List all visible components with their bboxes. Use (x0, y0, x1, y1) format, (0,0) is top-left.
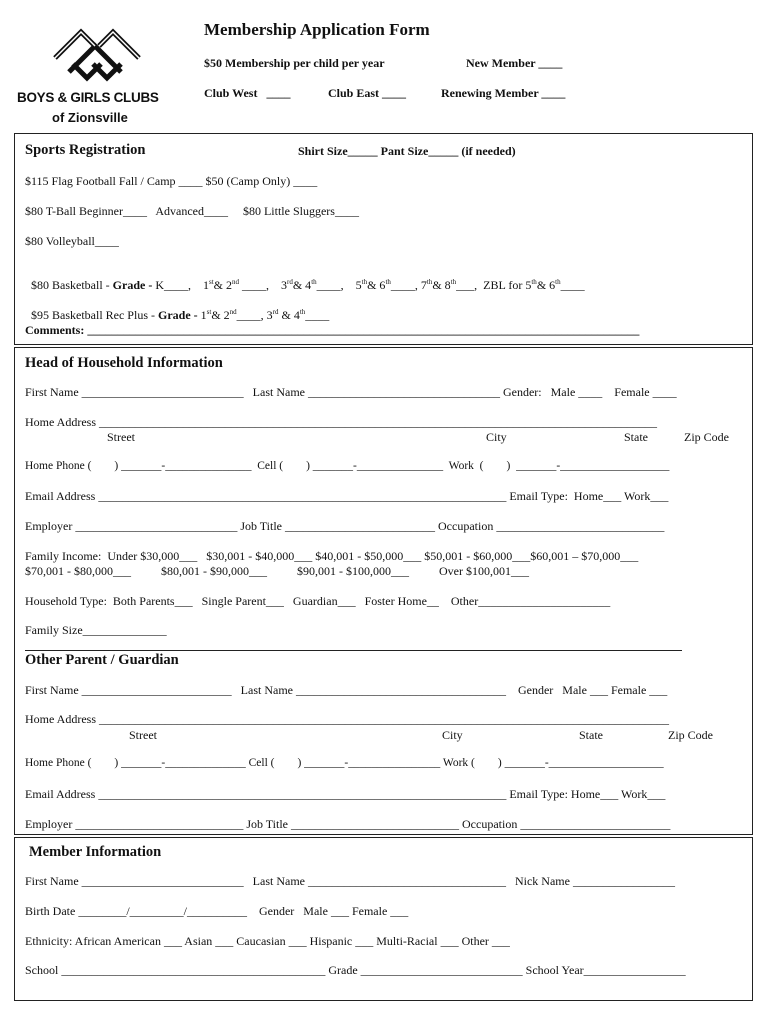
sup: st (208, 278, 214, 286)
flag-football-field[interactable]: $115 Flag Football Fall / Camp ____ $50 (Camp Only) ____ (25, 174, 318, 188)
volleyball-field[interactable]: $80 Volleyball____ (25, 234, 119, 248)
basketball-prefix: $80 Basketball - (31, 278, 113, 292)
member-school-field[interactable]: School ____________________________________________ Grade ___________________________ School Year_________________ (25, 963, 686, 977)
other-parent-name-field[interactable]: First Name _________________________ Last Name ___________________________________ Gender Male ___ Female ___ (25, 683, 668, 697)
page-title: Membership Application Form (204, 20, 430, 39)
household-employer-field[interactable]: Employer ___________________________ Job Title _________________________ Occupation ____________________________ (25, 519, 665, 533)
sup: th (385, 278, 391, 286)
boys-girls-club-logo-icon (51, 24, 143, 88)
city-label: City (442, 728, 463, 742)
sup: st (206, 308, 212, 316)
basketball-grade-label: Grade - (112, 278, 156, 292)
sup: th (361, 278, 368, 286)
family-income-field-2[interactable]: $70,001 - $80,000___ $80,001 - $90,000___ $90,001 - $100,000___ Over $100,001___ (25, 564, 529, 578)
rec-plus-grade-label: Grade - (157, 308, 201, 322)
tball-field[interactable]: $80 T-Ball Beginner____ Advanced____ $80 Little Sluggers____ (25, 204, 359, 218)
sup: th (311, 278, 317, 286)
basketball-field[interactable] (25, 263, 585, 293)
basketball-text: & 4 (292, 278, 312, 292)
household-title: Head of Household Information (25, 355, 223, 371)
household-address-field[interactable]: Home Address _____________________________________________________________________________________________ (25, 415, 657, 429)
rec-plus-prefix: $95 Basketball Rec Plus - (31, 308, 158, 322)
sup: th (299, 308, 306, 316)
logo-line2: of Zionsville (52, 110, 128, 125)
other-parent-employer-field[interactable]: Employer ____________________________ Job Title ____________________________ Occupation _________________________ (25, 817, 671, 831)
sup: th (450, 278, 457, 286)
rec-plus-text: ____ (305, 308, 330, 322)
basketball-text: ____ (560, 278, 585, 292)
comments-field[interactable]: Comments: ____________________________________________________________________________________________ (25, 323, 640, 337)
member-birth-field[interactable]: Birth Date ________/_________/__________ Gender Male ___ Female ___ (25, 904, 409, 918)
rec-plus-text: ____, 3 (236, 308, 273, 322)
street-label: Street (107, 430, 135, 444)
household-phone-field[interactable]: Home Phone ( ) _______-_______________ Cell ( ) _______-_______________ Work ( ) _______-___________________ (25, 460, 670, 472)
basketball-text: & 6 (367, 278, 386, 292)
other-parent-address-field[interactable]: Home Address _______________________________________________________________________________________________ (25, 712, 669, 726)
household-email-field[interactable]: Email Address ____________________________________________________________________ Email Type: Home___ Work___ (25, 489, 669, 503)
logo (14, 22, 184, 132)
street-label: Street (129, 728, 157, 742)
other-parent-title: Other Parent / Guardian (25, 652, 179, 668)
other-parent-phone-field[interactable]: Home Phone ( ) _______-______________ Cell ( ) _______-________________ Work ( ) _______-____________________ (25, 757, 664, 769)
household-type-field[interactable]: Household Type: Both Parents___ Single Parent___ Guardian___ Foster Home__ Other______________________ (25, 594, 611, 608)
sup: rd (287, 278, 293, 286)
sup: th (531, 278, 537, 286)
household-name-field[interactable]: First Name ___________________________ Last Name ________________________________ Gender: Male ____ Female ____ (25, 385, 677, 399)
sup: nd (229, 308, 237, 316)
rec-plus-text: 1 (200, 308, 207, 322)
basketball-text: & 2 (213, 278, 232, 292)
rec-plus-text: & 4 (278, 308, 300, 322)
sup: rd (272, 308, 279, 316)
basketball-k: K____, 1 (155, 278, 209, 292)
membership-fee: $50 Membership per child per year (204, 56, 385, 70)
shirt-pant-size-field[interactable]: Shirt Size_____ Pant Size_____ (if needed) (298, 144, 516, 158)
family-size-field[interactable]: Family Size______________ (25, 623, 167, 637)
member-information-title: Member Information (29, 844, 162, 860)
basketball-text: ____, 3 (239, 278, 287, 292)
divider (25, 650, 682, 651)
new-member-field[interactable]: New Member ____ (466, 56, 563, 70)
logo-line1: BOYS & GIRLS CLUBS (17, 90, 159, 105)
other-parent-email-field[interactable]: Email Address ____________________________________________________________________ Email Type: Home___ Work___ (25, 787, 666, 801)
state-label: State (579, 728, 603, 742)
sup: th (426, 278, 433, 286)
renewing-member-field[interactable]: Renewing Member ____ (441, 86, 566, 100)
club-east-field[interactable]: Club East ____ (328, 86, 407, 100)
family-income-field[interactable]: Family Income: Under $30,000___ $30,001 - $40,000___ $40,001 - $50,000___ $50,001 - $60,000___$60,001 – $70,000___ (25, 549, 639, 563)
state-label: State (624, 430, 648, 444)
basketball-text: & 8 (432, 278, 451, 292)
zip-label: Zip Code (668, 728, 713, 742)
sports-registration-title: Sports Registration (25, 142, 146, 158)
club-west-field[interactable]: Club West ____ (204, 86, 291, 100)
member-name-field[interactable]: First Name ___________________________ Last Name _________________________________ Nick Name _________________ (25, 874, 675, 888)
member-ethnicity-field[interactable]: Ethnicity: African American ___ Asian ___ Caucasian ___ Hispanic ___ Multi-Racial ___ Other ___ (25, 934, 510, 948)
zip-label: Zip Code (684, 430, 729, 444)
basketball-text: ___, ZBL for 5 (456, 278, 532, 292)
city-label: City (486, 430, 507, 444)
sup: th (555, 278, 561, 286)
rec-plus-text: & 2 (211, 308, 230, 322)
basketball-text: ____, 7 (390, 278, 427, 292)
basketball-rec-plus-field[interactable] (25, 293, 329, 323)
basketball-text: & 6 (536, 278, 556, 292)
basketball-text: ____, 5 (316, 278, 362, 292)
sup: nd (232, 278, 239, 286)
